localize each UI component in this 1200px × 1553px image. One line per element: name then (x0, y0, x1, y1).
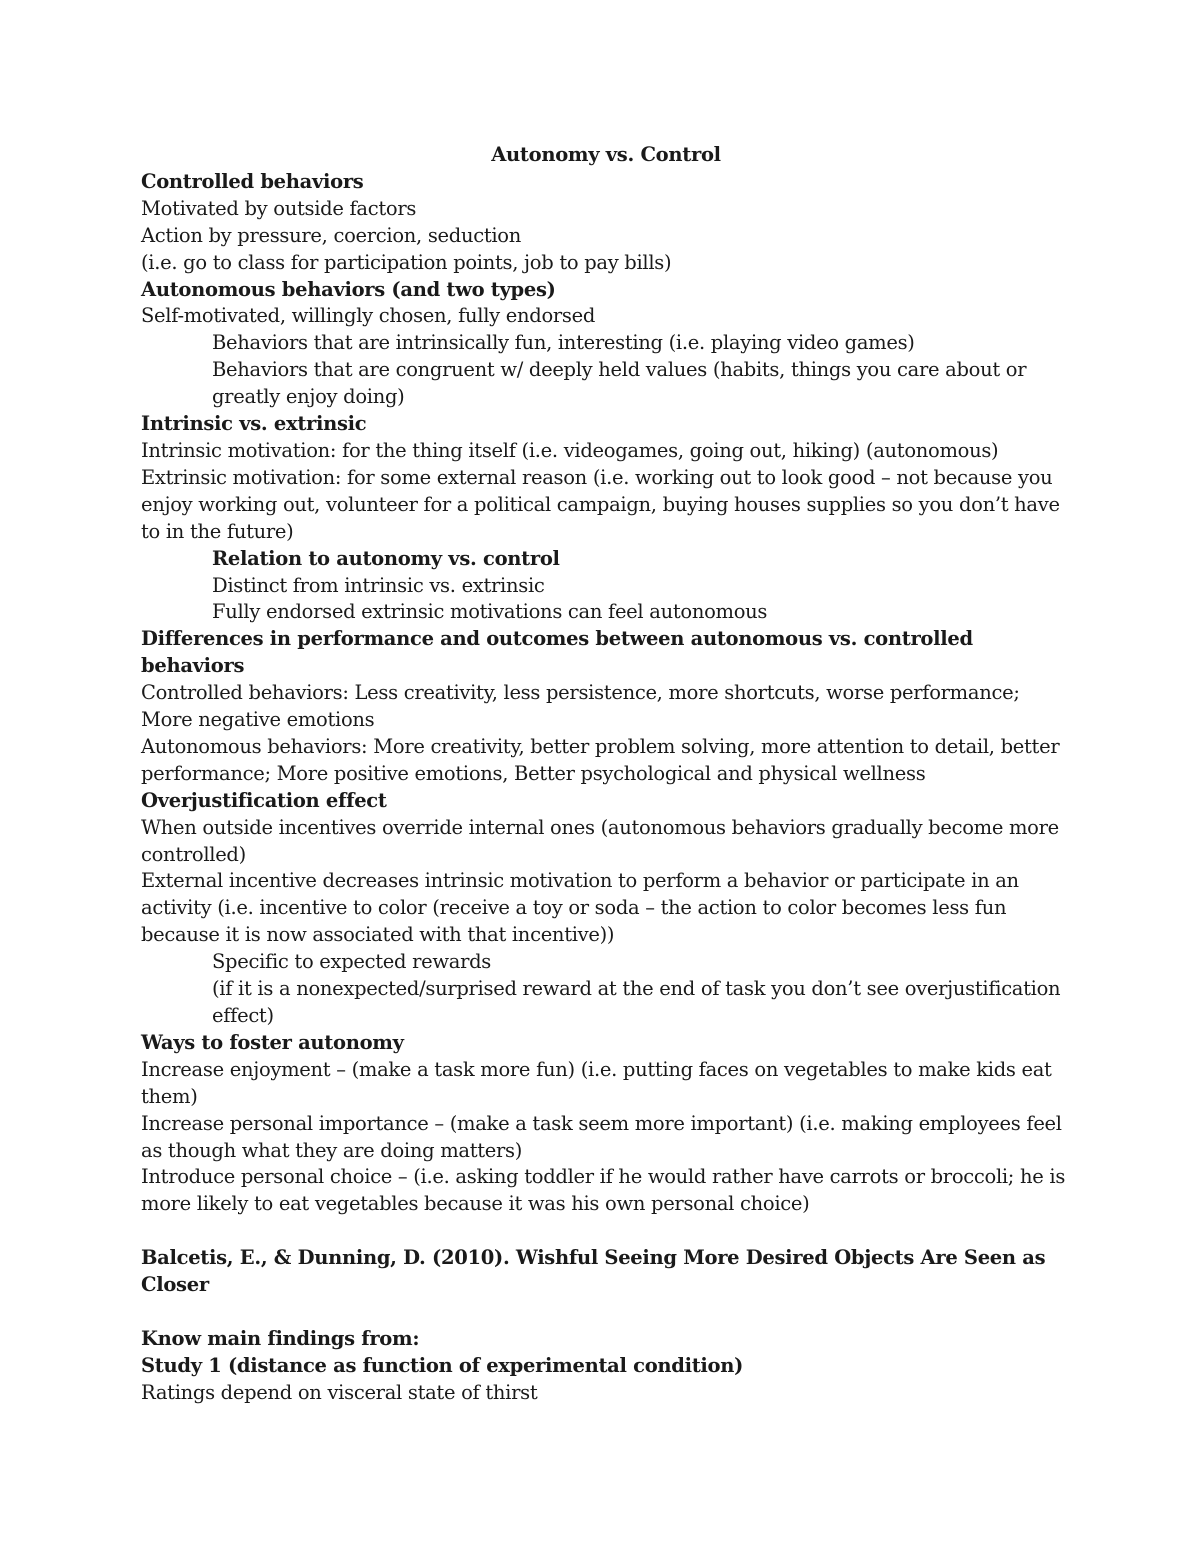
text-line: Specific to expected rewards (212, 950, 492, 974)
text-line: (if it is a nonexpected/surprised reward at the end of task you don’t see overjustification effect) (212, 977, 1061, 1027)
document-lines (141, 169, 1071, 1407)
text-line: Action by pressure, coercion, seduction (141, 223, 522, 247)
text-line: Autonomous behaviors: More creativity, better problem solving, more attention to detail, better performance; More positive emotions, Better psychological and physical wellness (141, 734, 1060, 785)
text-line: When outside incentives override internal ones (autonomous behaviors gradually become more controlled) (141, 815, 1059, 866)
section-heading: Ways to foster autonomy (141, 1030, 404, 1054)
section-heading: Differences in performance and outcomes between autonomous vs. controlled behaviors (141, 627, 973, 678)
section-heading: Intrinsic vs. extrinsic (141, 412, 367, 436)
text-line: (i.e. go to class for participation points, job to pay bills) (141, 250, 672, 274)
document-body (141, 142, 1071, 1407)
page-title: Autonomy vs. Control (491, 143, 721, 166)
text-line: Increase enjoyment – (make a task more fun) (i.e. putting faces on vegetables to make kids eat them) (141, 1057, 1052, 1108)
text-line: Increase personal importance – (make a task seem more important) (i.e. making employees feel as though what they are doing matters) (141, 1111, 1062, 1162)
text-line: Introduce personal choice – (i.e. asking toddler if he would rather have carrots or broccoli; he is more likely to eat vegetables because it was his own personal choice) (141, 1165, 1066, 1216)
blank-line (141, 1299, 1071, 1326)
text-line: Self-motivated, willingly chosen, fully endorsed (141, 304, 596, 328)
text-line: External incentive decreases intrinsic motivation to perform a behavior or participate in an activity (i.e. incentive to color (receive a toy or soda – the action to color becomes less fun because it is now associated with that incentive)) (141, 869, 1019, 947)
section-heading: Know main findings from: (141, 1326, 420, 1350)
text-line: Behaviors that are intrinsically fun, interesting (i.e. playing video games) (212, 331, 915, 355)
text-line: Fully endorsed extrinsic motivations can feel autonomous (212, 600, 768, 624)
section-heading: Study 1 (distance as function of experimental condition) (141, 1353, 744, 1377)
text-line: Behaviors that are congruent w/ deeply held values (habits, things you care about or greatly enjoy doing) (212, 358, 1027, 409)
text-line: Motivated by outside factors (141, 196, 417, 220)
section-heading: Overjustification effect (141, 788, 387, 812)
text-line: Extrinsic motivation: for some external reason (i.e. working out to look good – not because you enjoy working out, volunteer for a political campaign, buying houses supplies so you don’t have to in the future) (141, 465, 1060, 543)
text-line: Intrinsic motivation: for the thing itself (i.e. videogames, going out, hiking) (autonomous) (141, 438, 999, 462)
text-line: Distinct from intrinsic vs. extrinsic (212, 573, 545, 597)
blank-line (141, 1218, 1071, 1245)
section-heading: Autonomous behaviors (and two types) (141, 277, 556, 301)
section-heading: Balcetis, E., & Dunning, D. (2010). Wishful Seeing More Desired Objects Are Seen as Closer (141, 1246, 1046, 1297)
section-heading: Controlled behaviors (141, 169, 364, 193)
text-line: Ratings depend on visceral state of thirst (141, 1380, 538, 1404)
text-line: Controlled behaviors: Less creativity, less persistence, more shortcuts, worse performance; More negative emotions (141, 681, 1020, 732)
section-heading: Relation to autonomy vs. control (212, 546, 560, 570)
